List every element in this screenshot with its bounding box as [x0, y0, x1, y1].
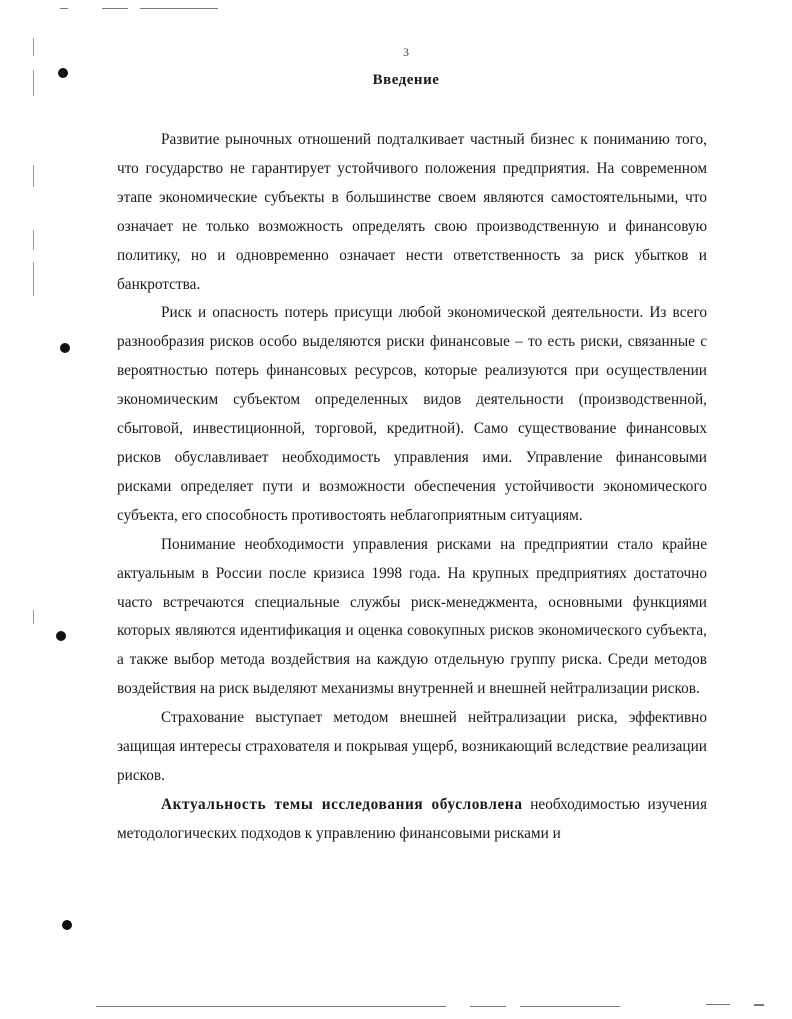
paragraph-text: необходимостью изучения методологических подходов к управлению финансовыми рисками и	[117, 795, 707, 842]
scan-edge-mark	[102, 8, 128, 9]
document-body	[117, 126, 707, 849]
paragraph: Риск и опасность потерь присущи любой экономической деятельности. Из всего разнообразия рисков особо выделяются риски финансовые – то есть риски, связанные с вероятностью потерь финансовых ресурсов, которые реализуются при осуществлении экономическим субъектом определенных видов деятельности (производственной, сбытовой, инвестиционной, торговой, кредитной). Само существование финансовых рисков обуславливает необходимость управления ими. Управление финансовыми рисками определяет пути и возможности обеспечения устойчивости экономического субъекта, его способность противостоять неблагоприятным ситуациям.	[117, 304, 707, 524]
page-number: 3	[403, 45, 409, 59]
punch-hole-mark	[60, 343, 70, 353]
punch-hole-mark	[62, 920, 72, 930]
scan-edge-mark	[60, 8, 68, 9]
paragraph	[117, 791, 707, 849]
bold-phrase: Актуальность темы исследования обусловлена	[161, 795, 523, 813]
punch-hole-mark	[56, 631, 66, 641]
scan-edge-mark	[140, 8, 218, 9]
scan-edge-mark	[96, 1006, 446, 1007]
scan-edge-mark	[470, 1006, 506, 1007]
scan-edge-mark	[706, 1004, 730, 1005]
section-heading: Введение	[372, 72, 440, 88]
scan-edge-mark	[33, 610, 34, 624]
paragraph: Понимание необходимости управления рисками на предприятии стало крайне актуальным в России после кризиса 1998 года. На крупных предприятиях достаточно часто встречаются специальные службы риск-менеджмента, основными функциями которых являются идентификация и оценка совокупных рисков экономического субъекта, а также выбор метода воздействия на каждую отдельную группу риска. Среди методов воздействия на риск выделяют механизмы внутренней и внешней нейтрализации рисков.	[117, 535, 707, 698]
scan-edge-mark	[33, 230, 34, 250]
scan-edge-mark	[33, 165, 34, 187]
paragraph: Страхование выступает методом внешней нейтрализации риска, эффективно защищая интересы страхователя и покрывая ущерб, возникающий вследствие реализации рисков.	[117, 709, 707, 784]
scan-edge-mark	[520, 1006, 620, 1007]
scan-edge-mark	[33, 262, 34, 296]
scan-edge-mark	[754, 1004, 764, 1006]
paragraph: Развитие рыночных отношений подталкивает частный бизнес к пониманию того, что государство не гарантирует устойчивого положения предприятия. На современном этапе экономические субъекты в большинстве своем являются самостоятельными, что означает не только возможность определять свою производственную и финансовую политику, но и одновременно означает нести ответственность за риск убытков и банкротства.	[117, 131, 707, 293]
